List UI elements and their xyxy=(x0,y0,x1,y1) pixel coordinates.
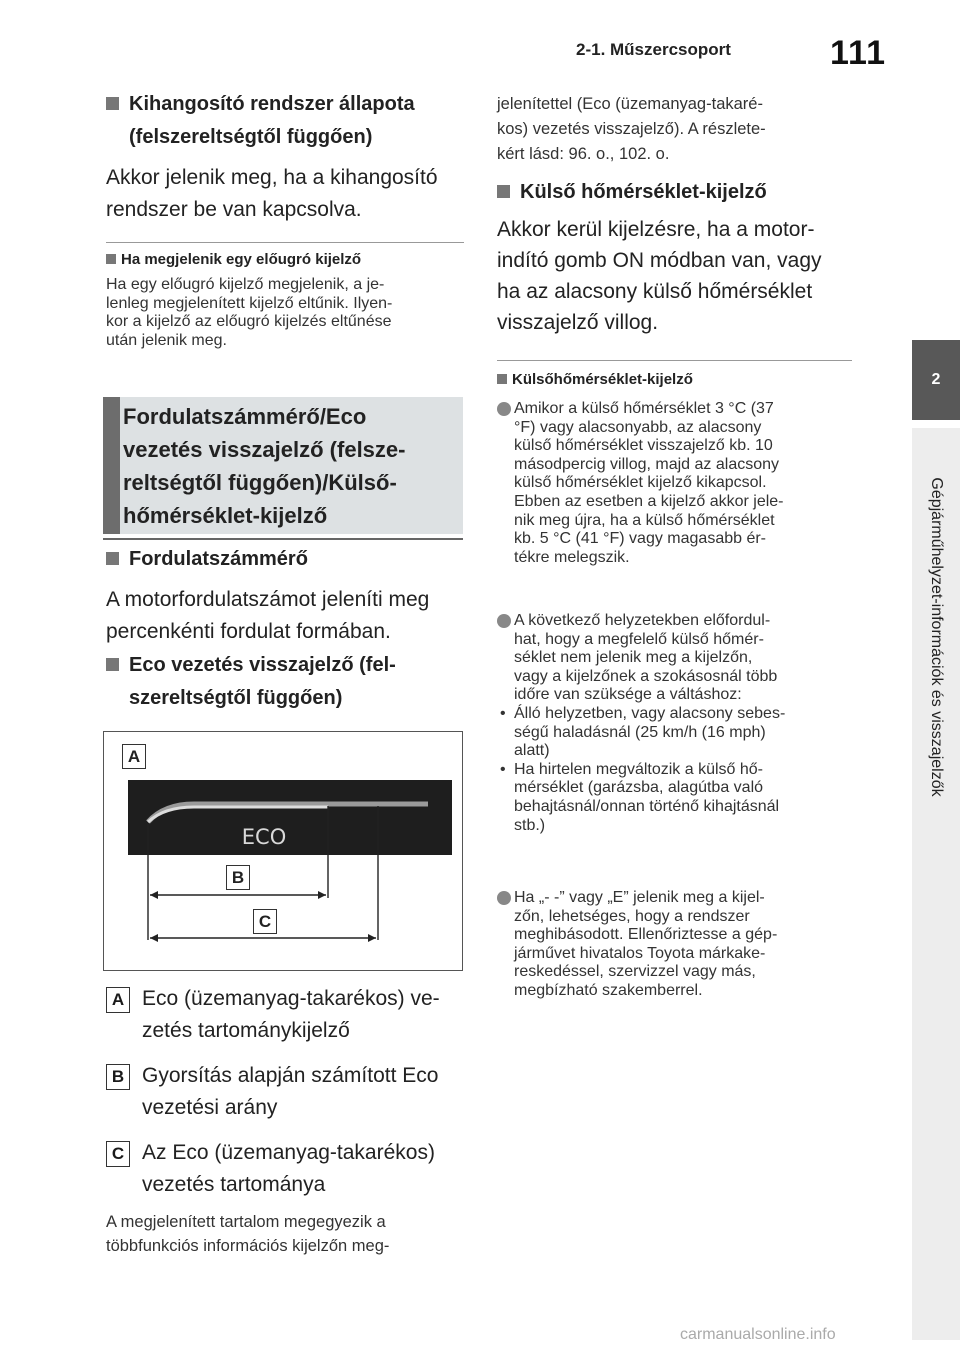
round-bullet-icon xyxy=(497,614,511,628)
body-line: rendszer be van kapcsolva. xyxy=(106,198,362,221)
display-panel xyxy=(128,780,452,855)
body-line: A motorfordulatszámot jeleníti meg xyxy=(106,588,430,611)
caption-a xyxy=(106,983,466,1047)
note-popup xyxy=(106,251,466,350)
section-heading: Fordulatszámmérő xyxy=(106,543,466,576)
caption-b xyxy=(106,1060,466,1124)
section-heading-cont: szereltségtől függően) xyxy=(129,687,343,709)
note-bullet-1: Amikor a külső hőmérséklet 3 °C (37 °F) vagy alacsonyabb, az alacsony külső hőmérséklet visszajelző kb. 10 másodpercig villog, majd az alacsony külső hőmérséklet kijelző kikapcsol. Ebben az esetben a kijelző akkor jele- nik meg újra, ha a külső hőmérséklet kb. 5 °C (41 °F) vagy magasabb ér- tékre melegszik. xyxy=(497,400,857,567)
note-heading: Külsőhőmérséklet-kijelző xyxy=(497,371,693,388)
square-bullet-icon xyxy=(497,374,507,384)
figure-label-a: A xyxy=(122,744,146,769)
body-line: ha az alacsony külső hőmérséklet xyxy=(497,280,813,303)
text-line: A megjelenített tartalom megegyezik a xyxy=(106,1213,386,1231)
note-line: Ha egy előugró kijelző megjelenik, a je- xyxy=(106,276,385,293)
tail-text xyxy=(106,1210,466,1258)
caption-line: Az Eco (üzemanyag-takarékos) xyxy=(142,1141,435,1164)
caption-line: vezetési arány xyxy=(142,1096,278,1119)
divider xyxy=(106,242,464,243)
body-line: Akkor kerül kijelzésre, ha a motor- xyxy=(497,218,815,241)
body-line: percenkénti fordulat formában. xyxy=(106,620,391,643)
note-bullet-3: Ha „- -” vagy „E” jelenik meg a kijel- zőn, lehetséges, hogy a rendszer meghibásodott. Ellenőriztesse a gép- járművet hivatalos Toyota márkake- reskedéssel, szervizzel vagy más, megbízható szakemberrel. xyxy=(497,889,857,1001)
topic-heading-underline xyxy=(103,538,463,540)
caption-label: A xyxy=(106,987,130,1013)
section-heading-cont: (felszereltségtől függően) xyxy=(129,126,373,148)
caption-line: Eco (üzemanyag-takarékos) ve- xyxy=(142,987,440,1010)
arrow-head xyxy=(318,891,326,899)
note-line: lenleg megjelenített kijelző eltűnik. Ilyen- xyxy=(106,294,393,312)
round-bullet-icon xyxy=(497,402,511,416)
divider xyxy=(497,360,852,361)
caption-label: B xyxy=(106,1064,130,1090)
section-heading: Külső hőmérséklet-kijelző xyxy=(497,176,857,209)
text-line: kos) vezetés visszajelző). A részlete- xyxy=(497,120,766,138)
text-line: többfunkciós információs kijelzőn meg- xyxy=(106,1237,390,1255)
body-line: Akkor jelenik meg, ha a kihangosító xyxy=(106,166,438,189)
section-tachometer xyxy=(106,543,466,648)
body-line: indító gomb ON módban van, vagy xyxy=(497,249,822,272)
topic-heading: Fordulatszámmérő/Eco vezetés visszajelző (felsze- reltségtől függően)/Külső- hőmérséklet-kijelző xyxy=(123,404,406,528)
body-line: visszajelző villog. xyxy=(497,311,659,334)
arrow-head xyxy=(150,934,158,942)
square-bullet-icon xyxy=(106,552,119,565)
section-heading: Kihangosító rendszer állapota xyxy=(106,88,466,121)
figure-label-c: C xyxy=(253,909,277,934)
topic-heading-bar xyxy=(103,397,120,534)
page-number: 111 xyxy=(830,34,886,72)
eco-label: ECO xyxy=(241,825,287,849)
section-handsfree xyxy=(106,88,466,226)
square-bullet-icon xyxy=(106,658,119,671)
caption-label: C xyxy=(106,1141,130,1167)
section-eco xyxy=(106,649,466,715)
eco-diagram xyxy=(104,732,462,970)
sub-bullet-1: • Álló helyzetben, vagy alacsony sebes- ségű haladásnál (25 km/h (16 mph) alatt) xyxy=(500,704,786,760)
section-outside-temp xyxy=(497,176,857,338)
chapter-tab: 2 xyxy=(912,340,960,420)
note-line: kor a kijelző az előugró kijelzés eltűnése xyxy=(106,313,392,331)
chapter-title: Gépjárműhelyzet-információk és visszajelzők xyxy=(928,477,945,797)
round-bullet-icon xyxy=(497,891,511,905)
note-line: után jelenik meg. xyxy=(106,331,227,349)
watermark: carmanualsonline.info xyxy=(680,1326,836,1343)
note-bullet-2: A következő helyzetekben előfordul- hat, hogy a megfelelő külső hőmér- séklet nem jelenik meg a kijelzőn, vagy a kijelzőnek a szokásosnál több időre van szüksége a váltáshoz: • Álló helyzetben, vagy alacsony sebes- ségű haladásnál (25 km/h (16 mph) alatt) • Ha hirtelen megváltozik a külső hő- mérséklet (garázsba, alagútba való behajtásnál/onnan történő kihajtásnál stb.) xyxy=(497,612,857,835)
arrow-head xyxy=(368,934,376,942)
sub-bullet-2: • Ha hirtelen megváltozik a külső hő- mérséklet (garázsba, alagútba való behajtásnál/onnan történő kihajtásnál stb.) xyxy=(500,760,780,834)
text-line: kért lásd: 96. o., 102. o. xyxy=(497,145,670,163)
arrow-head xyxy=(150,891,158,899)
caption-line: zetés tartománykijelző xyxy=(142,1019,350,1042)
figure-label-b: B xyxy=(226,865,250,890)
text-line: jelenítettel (Eco (üzemanyag-takaré- xyxy=(497,95,763,113)
continued-text xyxy=(497,92,857,167)
section-heading: Eco vezetés visszajelző (fel- xyxy=(106,649,466,682)
eco-indicator-figure xyxy=(103,731,463,971)
square-bullet-icon xyxy=(106,97,119,110)
caption-line: Gyorsítás alapján számított Eco xyxy=(142,1064,439,1087)
caption-line: vezetés tartománya xyxy=(142,1173,326,1196)
square-bullet-icon xyxy=(497,185,510,198)
square-bullet-icon xyxy=(106,254,116,264)
caption-c xyxy=(106,1137,466,1201)
note-heading: Ha megjelenik egy előugró kijelző xyxy=(106,251,466,268)
section-header: 2-1. Műszercsoport xyxy=(576,40,731,59)
